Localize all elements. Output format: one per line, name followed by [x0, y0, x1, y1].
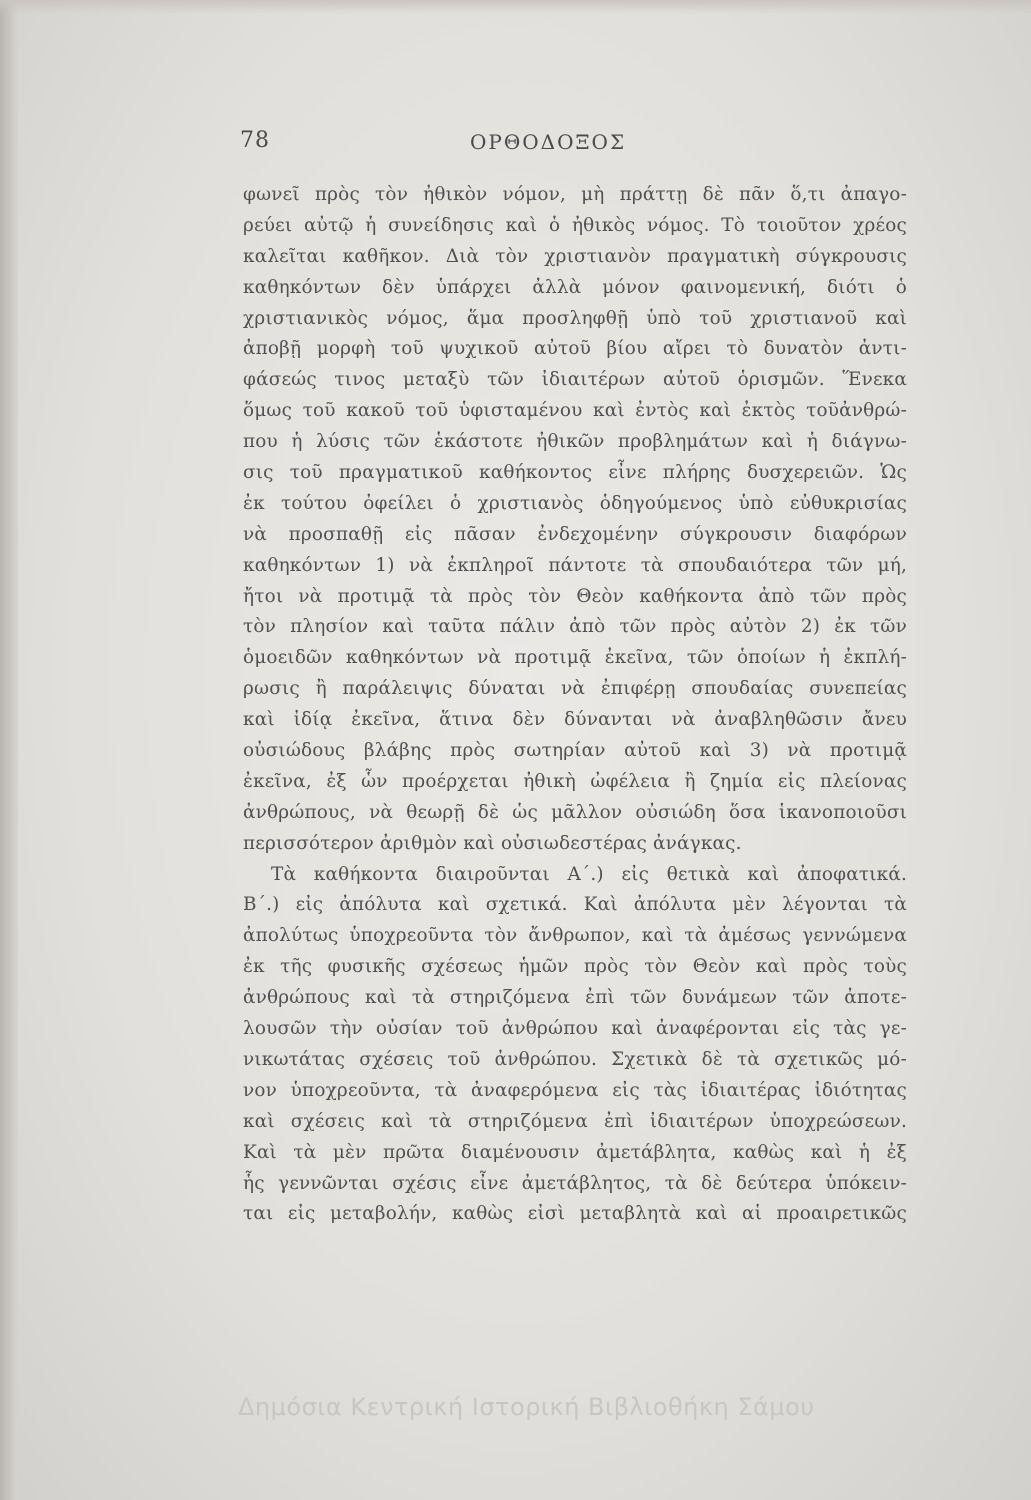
text-line: ρεύει αὐτῷ ἡ συνείδησις καὶ ὁ ἠθικὸς νόμος. Τὸ τοιοῦτον χρέος: [243, 214, 907, 236]
text-line: ἀπολύτως ὑποχρεοῦντα τὸν ἄνθρωπον, καὶ τὰ ἀμέσως γεννώμενα: [243, 925, 907, 947]
text-line: καὶ σχέσεις καὶ τὰ στηριζόμενα ἐπὶ ἰδιαιτέρων ὑποχρεώσεων.: [243, 1110, 907, 1132]
text-line: περισσότερον ἀριθμὸν καὶ οὐσιωδεστέρας ἀνάγκας.: [243, 832, 742, 854]
text-line: ὁμοειδῶν καθηκόντων νὰ προτιμᾷ ἐκεῖνα, τῶν ὁποίων ἡ ἐκπλή-: [243, 647, 907, 669]
text-line: ἐκεῖνα, ἐξ ὧν προέρχεται ἠθικὴ ὠφέλεια ἢ ζημία εἰς πλείονας: [243, 770, 907, 792]
text-line: ρωσις ἢ παράλειψις δύναται νὰ ἐπιφέρῃ σπουδαίας συνεπείας: [243, 678, 907, 700]
text-line: ἀποβῇ μορφὴ τοῦ ψυχικοῦ αὐτοῦ βίου αἴρει τὸ δυνατὸν ἀντι-: [243, 338, 907, 360]
running-title: ΟΡΘΟΔΟΞΟΣ: [470, 130, 627, 154]
text-line: νικωτάτας σχέσεις τοῦ ἀνθρώπου. Σχετικὰ δὲ τὰ σχετικῶς μό-: [243, 1048, 907, 1070]
text-line: ἐκ τούτου ὀφείλει ὁ χριστιανὸς ὁδηγούμενος ὑπὸ εὐθυκρισίας: [243, 492, 907, 514]
text-line: λουσῶν τὴν οὐσίαν τοῦ ἀνθρώπου καὶ ἀναφέρονται εἰς τὰς γε-: [243, 1018, 907, 1040]
library-watermark: Δημόσια Κεντρική Ιστορική Βιβλιοθήκη Σάμου: [238, 1393, 815, 1421]
text-line: Τὰ καθήκοντα διαιροῦνται Α΄.) εἰς θετικὰ καὶ ἀποφατικά.: [271, 863, 907, 885]
text-line: καλεῖται καθῆκον. Διὰ τὸν χριστιανὸν πραγματικὴ σύγκρουσις: [243, 245, 907, 267]
text-line: νὰ προσπαθῇ εἰς πᾶσαν ἐνδεχομένην σύγκρουσιν διαφόρων: [243, 523, 907, 545]
text-line: τὸν πλησίον καὶ ταῦτα πάλιν ἀπὸ τῶν πρὸς αὐτὸν 2) ἐκ τῶν: [243, 616, 907, 638]
text-line: καὶ ἰδίᾳ ἐκεῖνα, ἅτινα δὲν δύνανται νὰ ἀναβληθῶσιν ἄνευ: [243, 709, 907, 731]
page-number: 78: [240, 128, 270, 153]
text-line: ται εἰς μεταβολήν, καθὼς εἰσὶ μεταβλητὰ καὶ αἱ προαιρετικῶς: [243, 1203, 907, 1225]
text-line: φάσεώς τινος μεταξὺ τῶν ἰδιαιτέρων αὐτοῦ ὁρισμῶν. Ἕνεκα: [243, 369, 907, 391]
text-line: που ἡ λύσις τῶν ἑκάστοτε ἠθικῶν προβλημάτων καὶ ἡ διάγνω-: [243, 431, 907, 453]
text-line: σις τοῦ πραγματικοῦ καθήκοντος εἶνε πλήρης δυσχερειῶν. Ὡς: [243, 462, 907, 484]
text-line: οὐσιώδους βλάβης πρὸς σωτηρίαν αὐτοῦ καὶ 3) νὰ προτιμᾷ: [243, 740, 907, 762]
page-header: [240, 128, 880, 168]
text-line: ἐκ τῆς φυσικῆς σχέσεως ἡμῶν πρὸς τὸν Θεὸν καὶ πρὸς τοὺς: [243, 956, 907, 978]
text-line: νον ὑποχρεοῦντα, τὰ ἀναφερόμενα εἰς τὰς ἰδιαιτέρας ἰδιότητας: [243, 1079, 907, 1101]
text-line: Β΄.) εἰς ἀπόλυτα καὶ σχετικά. Καὶ ἀπόλυτα μὲν λέγονται τὰ: [243, 894, 907, 916]
text-line: Καὶ τὰ μὲν πρῶτα διαμένουσιν ἀμετάβλητα, καθὼς καὶ ἡ ἐξ: [243, 1141, 907, 1163]
text-line: ἀνθρώπους, νὰ θεωρῇ δὲ ὡς μᾶλλον οὐσιώδη ὅσα ἱκανοποιοῦσι: [243, 801, 907, 823]
text-line: ἧς γεννῶνται σχέσις εἶνε ἀμετάβλητος, τὰ δὲ δεύτερα ὑπόκειν-: [243, 1172, 907, 1194]
text-line: ἤτοι νὰ προτιμᾷ τὰ πρὸς τὸν Θεὸν καθήκοντα ἀπὸ τῶν πρὸς: [243, 585, 907, 607]
page-edge-shadow: [0, 0, 18, 1500]
text-line: χριστιανικὸς νόμος, ἅμα προσληφθῇ ὑπὸ τοῦ χριστιανοῦ καὶ: [243, 307, 907, 329]
body-text: [243, 180, 907, 1230]
text-line: ἀνθρώπους καὶ τὰ στηριζόμενα ἐπὶ τῶν δυνάμεων τῶν ἀποτε-: [243, 987, 907, 1009]
text-line: ὅμως τοῦ κακοῦ τοῦ ὑφισταμένου καὶ ἐντὸς καὶ ἐκτὸς τοῦἀνθρώ-: [243, 400, 907, 422]
text-line: καθηκόντων δὲν ὑπάρχει ἀλλὰ μόνον φαινομενική, διότι ὁ: [243, 276, 907, 298]
text-line: φωνεῖ πρὸς τὸν ἠθικὸν νόμον, μὴ πράττῃ δὲ πᾶν ὅ,τι ἀπαγο-: [243, 184, 907, 205]
text-line: καθηκόντων 1) νὰ ἐκπληροῖ πάντοτε τὰ σπουδαιότερα τῶν μή,: [243, 554, 907, 576]
page-top-shadow: [0, 0, 1031, 14]
